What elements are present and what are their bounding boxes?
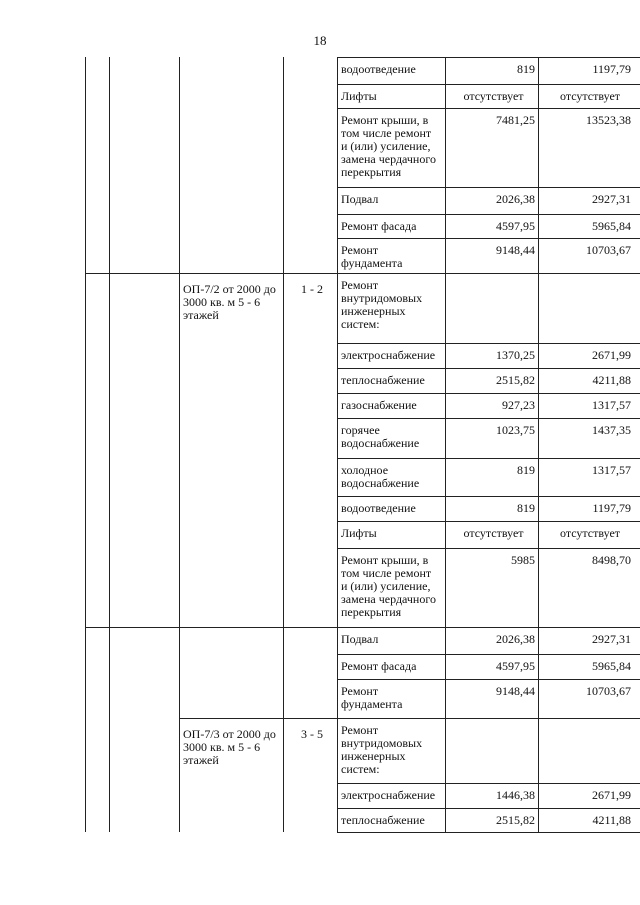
- work-type-label: электроснабжение: [341, 348, 436, 362]
- work-type-label: и (или) усиление,: [341, 139, 431, 153]
- work-type-label: замена чердачного: [341, 592, 436, 606]
- table-column-divider: [283, 57, 284, 832]
- cost-value-min: отсутствует: [463, 89, 524, 103]
- cost-value-min: 7481,25: [496, 113, 535, 127]
- table-row-divider: [337, 718, 640, 719]
- cost-value-max: 1317,57: [592, 398, 631, 412]
- cost-value-max: 1317,57: [592, 463, 631, 477]
- group-range: 1 - 2: [301, 282, 323, 296]
- cost-value-min: 2026,38: [496, 192, 535, 206]
- table-row-divider: [337, 108, 640, 109]
- table-row-divider: [337, 187, 640, 188]
- cost-value-min: 819: [517, 463, 535, 477]
- work-type-label: электроснабжение: [341, 788, 436, 802]
- cost-value-min: 1023,75: [496, 423, 535, 437]
- work-type-label: том числе ремонт: [341, 126, 432, 140]
- table-row-divider: [337, 496, 640, 497]
- table-row-divider: [337, 654, 640, 655]
- cost-value-max: 1197,79: [592, 501, 631, 515]
- table-row-divider: [337, 214, 640, 215]
- group-range: 3 - 5: [301, 727, 323, 741]
- table-row-divider: [337, 458, 640, 459]
- table-column-divider: [445, 57, 446, 832]
- cost-value-min: 819: [517, 501, 535, 515]
- table-row-divider: [337, 418, 640, 419]
- table-row-divider: [337, 273, 640, 274]
- work-type-label: горячее: [341, 423, 380, 437]
- table-row-divider: [337, 548, 640, 549]
- page-number: 18: [313, 33, 327, 48]
- table-group-divider: [179, 718, 337, 719]
- cost-value-min: 2515,82: [496, 813, 535, 827]
- work-type-label: систем:: [341, 762, 380, 776]
- table-row-divider: [337, 627, 640, 628]
- table-row-divider: [337, 832, 640, 833]
- cost-value-max: 2927,31: [592, 632, 631, 646]
- table-group-divider: [85, 273, 337, 274]
- work-type-label: внутридомовых: [341, 736, 423, 750]
- cost-value-max: 2927,31: [592, 192, 631, 206]
- group-label-line: этажей: [183, 308, 219, 322]
- group-label-line: ОП-7/3 от 2000 до: [183, 727, 276, 741]
- work-type-label: Ремонт: [341, 684, 379, 698]
- table-row-divider: [337, 84, 640, 85]
- cost-value-max: 8498,70: [592, 553, 631, 567]
- group-label-line: 3000 кв. м 5 - 6: [183, 740, 261, 754]
- work-type-label: водоснабжение: [341, 436, 420, 450]
- work-type-label: водоснабжение: [341, 476, 420, 490]
- work-type-label: Подвал: [341, 632, 379, 646]
- cost-value-min: 9148,44: [496, 684, 535, 698]
- cost-value-min: 1446,38: [496, 788, 535, 802]
- work-type-label: внутридомовых: [341, 291, 423, 305]
- cost-value-min: 927,23: [502, 398, 535, 412]
- work-type-label: систем:: [341, 317, 380, 331]
- cost-value-min: 9148,44: [496, 243, 535, 257]
- work-type-label: газоснабжение: [341, 398, 417, 412]
- cost-value-max: 4211,88: [592, 813, 631, 827]
- work-type-label: Ремонт: [341, 723, 379, 737]
- cost-value-max: 10703,67: [586, 243, 631, 257]
- work-type-label: теплоснабжение: [341, 813, 425, 827]
- table-row-divider: [337, 57, 640, 58]
- table-column-divider: [85, 57, 86, 832]
- work-type-label: холодное: [341, 463, 389, 477]
- cost-value-max: 5965,84: [592, 219, 631, 233]
- work-type-label: Лифты: [341, 526, 377, 540]
- table-row-divider: [337, 808, 640, 809]
- work-type-label: и (или) усиление,: [341, 579, 431, 593]
- cost-value-min: 2515,82: [496, 373, 535, 387]
- table-row-divider: [337, 393, 640, 394]
- work-type-label: том числе ремонт: [341, 566, 432, 580]
- cost-value-min: 819: [517, 62, 535, 76]
- table-row-divider: [337, 679, 640, 680]
- cost-value-max: 13523,38: [586, 113, 631, 127]
- cost-value-min: 1370,25: [496, 348, 535, 362]
- table-row-divider: [337, 238, 640, 239]
- work-type-label: Ремонт: [341, 278, 379, 292]
- work-type-label: фундамента: [341, 256, 403, 270]
- work-type-label: Подвал: [341, 192, 379, 206]
- work-type-label: фундамента: [341, 697, 403, 711]
- work-type-label: инженерных: [341, 749, 406, 763]
- table-column-divider: [337, 57, 338, 832]
- cost-value-max: 1437,35: [592, 423, 631, 437]
- table-column-divider: [538, 57, 539, 832]
- work-type-label: перекрытия: [341, 605, 402, 619]
- cost-value-max: отсутствует: [559, 526, 621, 540]
- cost-value-min: отсутствует: [463, 526, 524, 540]
- work-type-label: инженерных: [341, 304, 406, 318]
- work-type-label: перекрытия: [341, 165, 402, 179]
- work-type-label: водоотведение: [341, 501, 416, 515]
- table-column-divider: [109, 57, 110, 832]
- work-type-label: Ремонт фасада: [341, 659, 417, 673]
- table-group-divider: [85, 627, 337, 628]
- cost-value-max: 1197,79: [592, 62, 631, 76]
- group-label-line: 3000 кв. м 5 - 6: [183, 295, 261, 309]
- cost-value-max: отсутствует: [559, 89, 621, 103]
- table-row-divider: [337, 343, 640, 344]
- table-column-divider: [179, 57, 180, 832]
- table-row-divider: [337, 783, 640, 784]
- work-type-label: Лифты: [341, 89, 377, 103]
- group-label-line: этажей: [183, 753, 219, 767]
- cost-value-max: 2671,99: [592, 788, 631, 802]
- work-type-label: замена чердачного: [341, 152, 436, 166]
- cost-value-max: 2671,99: [592, 348, 631, 362]
- cost-value-min: 5985: [511, 553, 535, 567]
- work-type-label: теплоснабжение: [341, 373, 425, 387]
- cost-value-max: 4211,88: [592, 373, 631, 387]
- group-label-line: ОП-7/2 от 2000 до: [183, 282, 276, 296]
- work-type-label: водоотведение: [341, 62, 416, 76]
- work-type-label: Ремонт крыши, в: [341, 553, 429, 567]
- cost-value-min: 4597,95: [496, 659, 535, 673]
- work-type-label: Ремонт: [341, 243, 379, 257]
- cost-value-max: 10703,67: [586, 684, 631, 698]
- work-type-label: Ремонт крыши, в: [341, 113, 429, 127]
- cost-value-min: 4597,95: [496, 219, 535, 233]
- cost-value-min: 2026,38: [496, 632, 535, 646]
- cost-value-max: 5965,84: [592, 659, 631, 673]
- work-type-label: Ремонт фасада: [341, 219, 417, 233]
- table-row-divider: [337, 368, 640, 369]
- table-row-divider: [337, 521, 640, 522]
